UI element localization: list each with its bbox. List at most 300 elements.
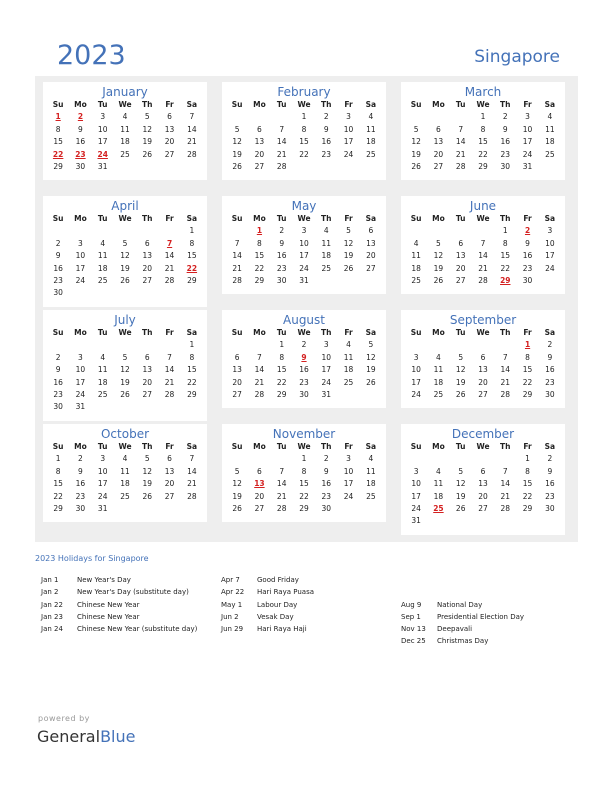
day-cell: 12 — [411, 137, 421, 147]
day-cell: 24 — [411, 389, 421, 399]
day-cell: 4 — [547, 112, 553, 122]
day-cell: 24 — [97, 491, 108, 501]
day-cell: 6 — [257, 124, 262, 134]
holiday-entry — [401, 611, 524, 623]
day-cell: 3 — [525, 112, 530, 122]
day-cell: 30 — [500, 161, 511, 171]
brand-general: General — [37, 727, 101, 746]
day-cell: 8 — [189, 352, 195, 362]
brand-logo[interactable] — [37, 727, 135, 746]
weekday-header: Su — [410, 328, 422, 337]
day-cell: 10 — [411, 365, 421, 375]
empty-cell — [271, 453, 293, 465]
day-cell: 29 — [187, 275, 197, 285]
day-cell: 4 — [323, 226, 329, 236]
day-cell: 18 — [433, 377, 444, 387]
holiday-list-column-2 — [221, 574, 314, 635]
day-cell: 16 — [522, 251, 533, 261]
day-cell: 22 — [500, 263, 511, 273]
day-cell: 11 — [97, 251, 108, 261]
day-cell: 28 — [254, 389, 265, 399]
day-cell: 22 — [299, 149, 309, 159]
day-cell: 12 — [232, 479, 242, 489]
holiday-day-cell: 13 — [254, 479, 265, 489]
weekday-header: Th — [321, 442, 332, 451]
day-cell: 11 — [343, 352, 354, 362]
day-cell: 15 — [53, 479, 63, 489]
day-cell: 11 — [366, 124, 376, 134]
day-cell: 21 — [500, 377, 511, 387]
day-cell: 5 — [458, 466, 464, 476]
day-cell: 18 — [321, 251, 332, 261]
day-cell: 22 — [522, 377, 533, 387]
day-cell: 9 — [547, 352, 553, 362]
day-cell: 11 — [321, 238, 332, 248]
day-cell: 9 — [525, 238, 530, 248]
day-cell: 22 — [276, 377, 287, 387]
holiday-name: Deepavali — [437, 625, 473, 634]
day-cell: 7 — [279, 124, 285, 134]
day-cell: 8 — [279, 352, 285, 362]
day-cell: 6 — [368, 226, 374, 236]
empty-cell — [494, 339, 516, 351]
day-cell: 26 — [455, 503, 466, 513]
day-cell: 21 — [455, 149, 466, 159]
holiday-entry — [41, 586, 197, 598]
day-cell: 5 — [144, 454, 150, 464]
holiday-entry — [221, 574, 314, 586]
holiday-entry — [221, 586, 314, 598]
day-cell: 26 — [455, 389, 466, 399]
holiday-name: Presidential Election Day — [437, 612, 525, 621]
day-cell: 17 — [299, 251, 309, 261]
weekday-header: Mo — [253, 442, 266, 451]
day-cell: 11 — [120, 124, 130, 134]
month-name: August — [283, 313, 325, 327]
day-cell: 10 — [411, 479, 421, 489]
day-cell: 4 — [122, 454, 128, 464]
day-cell: 28 — [187, 149, 197, 159]
empty-cell — [450, 225, 472, 237]
day-cell: 4 — [100, 352, 106, 362]
holiday-name: Vesak Day — [257, 612, 294, 621]
day-cell: 19 — [433, 263, 444, 273]
day-cell: 15 — [478, 137, 488, 147]
weekday-header: Mo — [432, 328, 445, 337]
holiday-name: Christmas Day — [437, 637, 489, 646]
day-cell: 21 — [164, 263, 175, 273]
day-cell: 9 — [78, 124, 83, 134]
empty-cell — [136, 225, 158, 237]
month-name: June — [469, 199, 497, 213]
weekday-header: Mo — [74, 100, 87, 109]
empty-cell — [405, 225, 427, 237]
day-cell: 17 — [97, 479, 108, 489]
day-cell: 9 — [55, 365, 61, 375]
day-cell: 9 — [547, 466, 553, 476]
day-cell: 29 — [187, 389, 197, 399]
day-cell: 10 — [545, 238, 555, 248]
weekday-header: Sa — [365, 214, 377, 223]
day-cell: 8 — [55, 466, 61, 476]
day-cell: 25 — [366, 491, 376, 501]
day-cell: 2 — [323, 112, 329, 122]
day-cell: 1 — [525, 454, 530, 464]
day-cell: 7 — [257, 352, 262, 362]
day-cell: 13 — [254, 137, 265, 147]
holiday-name: Chinese New Year (substitute day) — [77, 625, 198, 634]
day-cell: 6 — [480, 352, 486, 362]
day-cell: 18 — [433, 491, 444, 501]
holiday-date: Jun 29 — [221, 625, 244, 634]
day-cell: 7 — [279, 466, 285, 476]
weekday-header: Tu — [97, 328, 108, 337]
day-cell: 28 — [164, 389, 175, 399]
month-grid — [47, 99, 203, 173]
weekday-header: Fr — [344, 328, 353, 337]
day-cell: 26 — [120, 389, 130, 399]
weekday-header: Su — [52, 442, 64, 451]
month-grid — [47, 213, 203, 300]
holiday-day-cell: 23 — [75, 149, 86, 159]
holiday-date: Apr 7 — [221, 576, 240, 584]
day-cell: 25 — [97, 389, 108, 399]
weekday-header: Su — [231, 214, 243, 223]
empty-cell — [92, 339, 114, 351]
day-cell: 20 — [164, 479, 175, 489]
day-cell: 1 — [55, 454, 61, 464]
day-cell: 1 — [189, 340, 195, 350]
weekday-header: Su — [410, 442, 422, 451]
day-cell: 7 — [502, 466, 508, 476]
month-may — [222, 196, 386, 294]
holiday-name: New Year's Day — [77, 576, 131, 584]
weekday-header: Fr — [344, 214, 353, 223]
weekday-header: We — [297, 214, 311, 223]
day-cell: 10 — [75, 365, 86, 375]
day-cell: 9 — [55, 251, 61, 261]
day-cell: 14 — [455, 137, 466, 147]
holiday-name: Chinese New Year — [77, 600, 140, 609]
empty-cell — [427, 225, 449, 237]
day-cell: 20 — [366, 251, 376, 261]
day-cell: 26 — [433, 275, 444, 285]
day-cell: 12 — [120, 365, 130, 375]
day-cell: 31 — [522, 161, 533, 171]
day-cell: 23 — [545, 377, 555, 387]
day-cell: 10 — [75, 251, 86, 261]
day-cell: 4 — [413, 238, 419, 248]
weekday-header: Mo — [432, 442, 445, 451]
day-cell: 9 — [502, 124, 508, 134]
day-cell: 12 — [142, 124, 153, 134]
day-cell: 2 — [547, 340, 553, 350]
day-cell: 20 — [478, 377, 488, 387]
day-cell: 24 — [75, 275, 86, 285]
weekday-header: Tu — [97, 100, 108, 109]
weekday-header: We — [476, 214, 490, 223]
empty-cell — [47, 339, 69, 351]
day-cell: 4 — [122, 112, 128, 122]
day-cell: 15 — [187, 365, 197, 375]
weekday-header: Su — [410, 214, 422, 223]
month-name: April — [111, 199, 139, 213]
day-cell: 28 — [500, 503, 511, 513]
day-cell: 8 — [257, 238, 262, 248]
day-cell: 30 — [321, 503, 332, 513]
empty-cell — [226, 453, 248, 465]
day-cell: 29 — [478, 161, 488, 171]
day-cell: 22 — [299, 491, 309, 501]
weekday-header: Mo — [253, 100, 266, 109]
weekday-header: Mo — [74, 328, 87, 337]
month-march — [401, 82, 565, 180]
day-cell: 9 — [323, 466, 329, 476]
month-june — [401, 196, 565, 294]
day-cell: 12 — [232, 137, 242, 147]
weekday-header: Mo — [432, 100, 445, 109]
powered-by-label: powered by — [38, 714, 90, 723]
day-cell: 5 — [436, 238, 441, 248]
day-cell: 2 — [55, 238, 61, 248]
empty-cell — [427, 339, 449, 351]
weekday-header: Sa — [544, 442, 556, 451]
day-cell: 11 — [97, 365, 108, 375]
holiday-date: Jan 22 — [41, 600, 63, 609]
day-cell: 25 — [120, 491, 130, 501]
day-cell: 17 — [343, 479, 354, 489]
day-cell: 13 — [478, 365, 488, 375]
day-cell: 29 — [53, 503, 63, 513]
holiday-name: Chinese New Year — [77, 612, 140, 621]
day-cell: 19 — [366, 365, 376, 375]
day-cell: 16 — [53, 263, 63, 273]
empty-cell — [427, 111, 449, 123]
weekday-header: Tu — [97, 442, 108, 451]
day-cell: 7 — [189, 454, 195, 464]
day-cell: 21 — [164, 377, 175, 387]
day-cell: 3 — [323, 340, 329, 350]
day-cell: 8 — [525, 352, 530, 362]
day-cell: 6 — [257, 466, 262, 476]
day-cell: 12 — [120, 251, 130, 261]
day-cell: 16 — [276, 251, 287, 261]
day-cell: 30 — [276, 275, 287, 285]
day-cell: 23 — [75, 491, 86, 501]
month-grid — [226, 213, 382, 287]
day-cell: 21 — [276, 491, 287, 501]
day-cell: 25 — [433, 389, 444, 399]
day-cell: 23 — [545, 491, 555, 501]
weekday-header: Th — [142, 442, 153, 451]
day-cell: 31 — [299, 275, 309, 285]
holiday-date: Apr 22 — [221, 588, 245, 597]
month-grid — [226, 99, 382, 173]
day-cell: 12 — [455, 479, 466, 489]
month-grid — [405, 327, 561, 401]
weekday-header: Sa — [544, 100, 556, 109]
month-name: December — [451, 427, 515, 441]
holiday-day-cell: 25 — [433, 503, 444, 513]
weekday-header: Fr — [165, 442, 174, 451]
weekday-header: We — [297, 328, 311, 337]
holiday-day-cell: 1 — [256, 226, 263, 236]
day-cell: 12 — [343, 238, 354, 248]
holiday-date: Sep 1 — [401, 612, 421, 621]
holiday-entry — [401, 623, 524, 635]
day-cell: 8 — [502, 238, 508, 248]
day-cell: 21 — [478, 263, 488, 273]
holiday-day-cell: 9 — [301, 352, 307, 362]
day-cell: 10 — [299, 238, 309, 248]
weekday-header: We — [476, 328, 490, 337]
weekday-header: Su — [52, 100, 64, 109]
day-cell: 31 — [97, 161, 108, 171]
day-cell: 21 — [254, 377, 265, 387]
day-cell: 4 — [368, 454, 374, 464]
holiday-entry — [221, 599, 314, 611]
day-cell: 19 — [142, 137, 153, 147]
weekday-header: Su — [52, 328, 64, 337]
weekday-header: Sa — [186, 442, 198, 451]
weekday-header: Tu — [276, 442, 287, 451]
weekday-header: Sa — [186, 214, 198, 223]
day-cell: 27 — [478, 389, 488, 399]
day-cell: 2 — [323, 454, 329, 464]
empty-cell — [158, 225, 180, 237]
day-cell: 11 — [433, 479, 444, 489]
day-cell: 14 — [187, 466, 197, 476]
weekday-header: Tu — [455, 214, 466, 223]
empty-cell — [226, 111, 248, 123]
day-cell: 18 — [366, 137, 376, 147]
empty-cell — [405, 111, 427, 123]
day-cell: 16 — [545, 479, 555, 489]
day-cell: 1 — [189, 226, 195, 236]
day-cell: 27 — [164, 491, 175, 501]
month-october — [43, 424, 207, 522]
day-cell: 28 — [232, 275, 242, 285]
day-cell: 25 — [411, 275, 421, 285]
day-cell: 14 — [232, 251, 242, 261]
day-cell: 20 — [455, 263, 466, 273]
day-cell: 15 — [187, 251, 197, 261]
day-cell: 17 — [522, 137, 533, 147]
month-december — [401, 424, 565, 535]
day-cell: 5 — [458, 352, 464, 362]
day-cell: 26 — [232, 161, 242, 171]
day-cell: 6 — [167, 454, 172, 464]
day-cell: 17 — [411, 491, 421, 501]
day-cell: 5 — [234, 466, 240, 476]
day-cell: 27 — [478, 503, 488, 513]
day-cell: 7 — [502, 352, 508, 362]
weekday-header: Su — [231, 328, 243, 337]
day-cell: 17 — [545, 251, 555, 261]
empty-cell — [158, 339, 180, 351]
day-cell: 17 — [343, 137, 354, 147]
day-cell: 10 — [97, 466, 108, 476]
month-grid — [47, 327, 203, 414]
day-cell: 18 — [366, 479, 376, 489]
day-cell: 10 — [343, 124, 354, 134]
holiday-day-cell: 1 — [55, 112, 61, 122]
day-cell: 27 — [232, 389, 242, 399]
day-cell: 6 — [458, 238, 464, 248]
weekday-header: Th — [500, 328, 511, 337]
day-cell: 30 — [545, 503, 555, 513]
weekday-header: Th — [321, 214, 332, 223]
month-february — [222, 82, 386, 180]
day-cell: 3 — [346, 454, 351, 464]
day-cell: 31 — [75, 402, 86, 412]
day-cell: 3 — [413, 466, 419, 476]
day-cell: 12 — [455, 365, 466, 375]
day-cell: 25 — [321, 263, 332, 273]
weekday-header: Fr — [344, 442, 353, 451]
holiday-date: May 1 — [221, 600, 243, 609]
day-cell: 21 — [187, 479, 197, 489]
day-cell: 26 — [142, 149, 153, 159]
day-cell: 17 — [75, 377, 86, 387]
holiday-entry — [41, 574, 197, 586]
day-cell: 15 — [53, 137, 63, 147]
weekday-header: Tu — [276, 214, 287, 223]
day-cell: 23 — [500, 149, 511, 159]
day-cell: 8 — [480, 124, 486, 134]
weekday-header: Su — [410, 100, 422, 109]
day-cell: 21 — [276, 149, 287, 159]
day-cell: 19 — [411, 149, 421, 159]
day-cell: 28 — [187, 491, 197, 501]
day-cell: 2 — [301, 340, 307, 350]
day-cell: 19 — [455, 377, 466, 387]
day-cell: 3 — [100, 112, 106, 122]
weekday-header: Th — [500, 214, 511, 223]
day-cell: 21 — [500, 491, 511, 501]
weekday-header: We — [118, 214, 132, 223]
weekday-header: Th — [321, 100, 332, 109]
day-cell: 15 — [299, 479, 309, 489]
day-cell: 5 — [122, 238, 128, 248]
weekday-header: Mo — [253, 214, 266, 223]
month-name: July — [114, 313, 136, 327]
month-grid — [226, 327, 382, 401]
empty-cell — [114, 339, 136, 351]
day-cell: 13 — [366, 238, 376, 248]
weekday-header: Sa — [544, 328, 556, 337]
day-cell: 25 — [545, 149, 555, 159]
day-cell: 22 — [522, 491, 533, 501]
day-cell: 10 — [522, 124, 533, 134]
day-cell: 16 — [75, 137, 86, 147]
weekday-header: Mo — [432, 214, 445, 223]
empty-cell — [248, 453, 270, 465]
weekday-header: Fr — [523, 328, 532, 337]
holiday-date: Nov 13 — [401, 625, 426, 634]
day-cell: 29 — [254, 275, 265, 285]
day-cell: 18 — [120, 137, 130, 147]
holiday-day-cell: 24 — [97, 149, 108, 159]
day-cell: 21 — [232, 263, 242, 273]
day-cell: 23 — [522, 263, 533, 273]
month-november — [222, 424, 386, 522]
day-cell: 6 — [436, 124, 441, 134]
empty-cell — [472, 453, 494, 465]
day-cell: 4 — [436, 352, 441, 362]
day-cell: 21 — [187, 137, 197, 147]
holiday-name: Hari Raya Puasa — [257, 588, 315, 597]
